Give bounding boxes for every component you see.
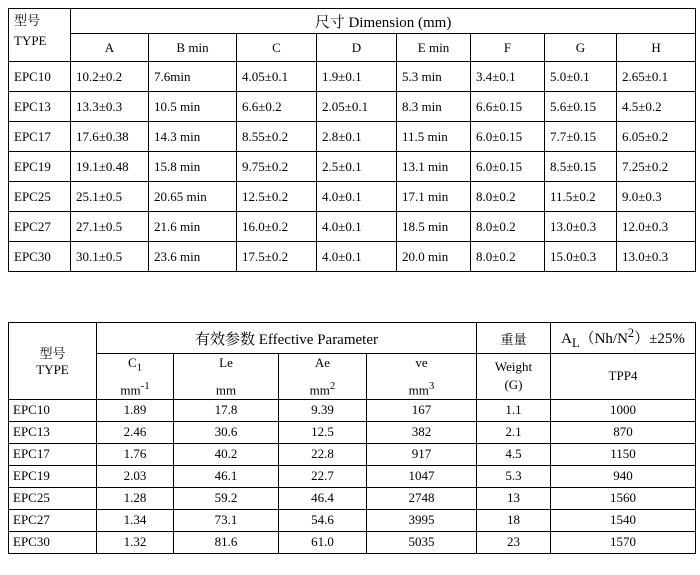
- dimension-column-header: A: [71, 34, 149, 62]
- param-unit: mm: [215, 381, 237, 397]
- dimension-value-cell: 2.05±0.1: [317, 92, 397, 122]
- dimension-value-cell: 5.3 min: [397, 62, 471, 92]
- param-name-sub: 1: [136, 361, 143, 374]
- weight-header-en: [477, 354, 551, 400]
- param-unit: mm: [120, 381, 141, 397]
- dimension-value-cell: 16.0±0.2: [237, 212, 317, 242]
- param-header: [174, 354, 279, 400]
- model-cell: EPC13: [9, 421, 97, 443]
- dimension-value-cell: 8.0±0.2: [471, 212, 545, 242]
- dimension-value-cell: 15.0±0.3: [545, 242, 617, 272]
- param-value-cell: 46.1: [174, 465, 279, 487]
- effective-model-label-cn: 型号: [39, 346, 66, 362]
- dimension-value-cell: 30.1±0.5: [71, 242, 149, 272]
- table-row: [9, 399, 696, 421]
- dimension-value-cell: 23.6 min: [149, 242, 237, 272]
- param-name: ve: [415, 355, 428, 370]
- dimension-value-cell: 7.7±0.15: [545, 122, 617, 152]
- param-value-cell: 1000: [551, 399, 696, 421]
- table-row: [9, 509, 696, 531]
- param-value-cell: 5.3: [477, 465, 551, 487]
- dimension-value-cell: 13.3±0.3: [71, 92, 149, 122]
- param-value-cell: 54.6: [279, 509, 367, 531]
- param-name: Le: [219, 355, 233, 370]
- param-unit-sup: -1: [140, 379, 150, 392]
- dimension-value-cell: 6.0±0.15: [471, 152, 545, 182]
- dimension-value-cell: 8.3 min: [397, 92, 471, 122]
- param-value-cell: 46.4: [279, 487, 367, 509]
- model-cell: EPC17: [9, 122, 71, 152]
- param-value-cell: 17.8: [174, 399, 279, 421]
- dimension-value-cell: 13.0±0.3: [545, 212, 617, 242]
- dimension-value-cell: 8.55±0.2: [237, 122, 317, 152]
- dimension-value-cell: 19.1±0.48: [71, 152, 149, 182]
- dimension-value-cell: 13.1 min: [397, 152, 471, 182]
- material-header: TPP4: [551, 354, 696, 400]
- dimension-column-header: F: [471, 34, 545, 62]
- param-value-cell: 2.03: [97, 465, 174, 487]
- param-value-cell: 1.34: [97, 509, 174, 531]
- param-value-cell: 1570: [551, 531, 696, 553]
- dimension-column-header: E min: [397, 34, 471, 62]
- dimension-value-cell: 4.5±0.2: [617, 92, 696, 122]
- table-row: [9, 242, 696, 272]
- dimension-value-cell: 8.0±0.2: [471, 182, 545, 212]
- model-cell: EPC25: [9, 182, 71, 212]
- param-value-cell: 940: [551, 465, 696, 487]
- model-cell: EPC30: [9, 531, 97, 553]
- model-cell: EPC10: [9, 62, 71, 92]
- model-cell: EPC30: [9, 242, 71, 272]
- dimension-value-cell: 18.5 min: [397, 212, 471, 242]
- weight-label: Weight: [494, 359, 533, 375]
- dimension-value-cell: 11.5 min: [397, 122, 471, 152]
- dimension-value-cell: 11.5±0.2: [545, 182, 617, 212]
- param-value-cell: 1.1: [477, 399, 551, 421]
- param-value-cell: 23: [477, 531, 551, 553]
- param-value-cell: 22.7: [279, 465, 367, 487]
- dimension-value-cell: 5.6±0.15: [545, 92, 617, 122]
- table-row: [9, 92, 696, 122]
- dimension-value-cell: 2.5±0.1: [317, 152, 397, 182]
- dimension-column-headers: [9, 34, 696, 62]
- table-row: [9, 212, 696, 242]
- effective-parameter-table: [8, 322, 696, 554]
- dimension-value-cell: 10.2±0.2: [71, 62, 149, 92]
- param-value-cell: 22.8: [279, 443, 367, 465]
- dimension-table: [8, 8, 696, 272]
- param-value-cell: 1.32: [97, 531, 174, 553]
- table-row: [9, 122, 696, 152]
- dimension-value-cell: 17.5±0.2: [237, 242, 317, 272]
- dimension-value-cell: 6.6±0.15: [471, 92, 545, 122]
- param-name: C: [127, 355, 137, 370]
- dimension-value-cell: 27.1±0.5: [71, 212, 149, 242]
- param-value-cell: 40.2: [174, 443, 279, 465]
- param-value-cell: 12.5: [279, 421, 367, 443]
- dimension-value-cell: 6.05±0.2: [617, 122, 696, 152]
- param-value-cell: 1.76: [97, 443, 174, 465]
- effective-param-headers: [9, 354, 696, 400]
- dimension-value-cell: 8.0±0.2: [471, 242, 545, 272]
- dimension-title: 尺寸 Dimension (mm): [71, 9, 696, 34]
- param-value-cell: 1.89: [97, 399, 174, 421]
- dimension-value-cell: 8.5±0.15: [545, 152, 617, 182]
- param-value-cell: 5035: [367, 531, 477, 553]
- param-value-cell: 1047: [367, 465, 477, 487]
- param-value-cell: 2748: [367, 487, 477, 509]
- dimension-value-cell: 1.9±0.1: [317, 62, 397, 92]
- model-cell: EPC27: [9, 509, 97, 531]
- table-row: [9, 421, 696, 443]
- table-row: [9, 465, 696, 487]
- dimension-value-cell: 5.0±0.1: [545, 62, 617, 92]
- dimension-value-cell: 4.05±0.1: [237, 62, 317, 92]
- dimension-value-cell: 12.5±0.2: [237, 182, 317, 212]
- dimension-column-header: G: [545, 34, 617, 62]
- effective-model-header: [9, 323, 97, 400]
- model-cell: EPC19: [9, 152, 71, 182]
- dimension-value-cell: 17.1 min: [397, 182, 471, 212]
- table-row: [9, 487, 696, 509]
- dimension-column-header: C: [237, 34, 317, 62]
- param-value-cell: 3995: [367, 509, 477, 531]
- param-value-cell: 81.6: [174, 531, 279, 553]
- param-value-cell: 13: [477, 487, 551, 509]
- dimension-model-label-en: TYPE: [14, 33, 47, 48]
- param-unit: mm: [309, 381, 330, 397]
- param-value-cell: 2.46: [97, 421, 174, 443]
- model-cell: EPC19: [9, 465, 97, 487]
- dimension-value-cell: 4.0±0.1: [317, 242, 397, 272]
- effective-model-label-en: TYPE: [36, 362, 69, 378]
- param-unit-sup: 2: [329, 379, 336, 392]
- param-value-cell: 382: [367, 421, 477, 443]
- table-row: [9, 443, 696, 465]
- dimension-value-cell: 2.8±0.1: [317, 122, 397, 152]
- table-row: [9, 182, 696, 212]
- model-cell: EPC27: [9, 212, 71, 242]
- dimension-column-header: B min: [149, 34, 237, 62]
- weight-header-cn: 重量: [477, 323, 551, 354]
- param-unit-sup: 3: [428, 379, 435, 392]
- dimension-value-cell: 10.5 min: [149, 92, 237, 122]
- dimension-column-header: H: [617, 34, 696, 62]
- dimension-value-cell: 6.0±0.15: [471, 122, 545, 152]
- dimension-value-cell: 14.3 min: [149, 122, 237, 152]
- param-value-cell: 167: [367, 399, 477, 421]
- dimension-value-cell: 3.4±0.1: [471, 62, 545, 92]
- param-value-cell: 30.6: [174, 421, 279, 443]
- dimension-value-cell: 4.0±0.1: [317, 182, 397, 212]
- weight-unit: (G): [504, 377, 523, 393]
- dimension-value-cell: 25.1±0.5: [71, 182, 149, 212]
- param-unit: mm: [408, 381, 429, 397]
- param-value-cell: 61.0: [279, 531, 367, 553]
- dimension-column-header: D: [317, 34, 397, 62]
- param-header: [279, 354, 367, 400]
- param-value-cell: 1150: [551, 443, 696, 465]
- model-cell: EPC25: [9, 487, 97, 509]
- param-value-cell: 2.1: [477, 421, 551, 443]
- param-value-cell: 18: [477, 509, 551, 531]
- param-header: [367, 354, 477, 400]
- param-value-cell: 1.28: [97, 487, 174, 509]
- dimension-value-cell: 7.6min: [149, 62, 237, 92]
- param-value-cell: 73.1: [174, 509, 279, 531]
- effective-title: 有效参数 Effective Parameter: [97, 323, 477, 354]
- dimension-model-header: [9, 9, 71, 62]
- model-cell: EPC10: [9, 399, 97, 421]
- dimension-value-cell: 17.6±0.38: [71, 122, 149, 152]
- dimension-value-cell: 21.6 min: [149, 212, 237, 242]
- dimension-value-cell: 20.0 min: [397, 242, 471, 272]
- dimension-value-cell: 9.0±0.3: [617, 182, 696, 212]
- model-cell: EPC13: [9, 92, 71, 122]
- dimension-value-cell: 20.65 min: [149, 182, 237, 212]
- table-row: [9, 62, 696, 92]
- al-header: $A_L(Nh/N^2)\pm 25\%$: [551, 323, 696, 354]
- dimension-model-label-cn: 型号: [14, 13, 41, 28]
- dimension-value-cell: 13.0±0.3: [617, 242, 696, 272]
- param-value-cell: 1540: [551, 509, 696, 531]
- param-name: Ae: [314, 355, 331, 370]
- dimension-value-cell: 12.0±0.3: [617, 212, 696, 242]
- dimension-value-cell: 6.6±0.2: [237, 92, 317, 122]
- model-cell: EPC17: [9, 443, 97, 465]
- dimension-value-cell: 7.25±0.2: [617, 152, 696, 182]
- dimension-value-cell: 4.0±0.1: [317, 212, 397, 242]
- param-value-cell: 1560: [551, 487, 696, 509]
- param-value-cell: 917: [367, 443, 477, 465]
- param-value-cell: 4.5: [477, 443, 551, 465]
- param-value-cell: 9.39: [279, 399, 367, 421]
- dimension-value-cell: 15.8 min: [149, 152, 237, 182]
- dimension-value-cell: 9.75±0.2: [237, 152, 317, 182]
- param-value-cell: 59.2: [174, 487, 279, 509]
- dimension-value-cell: 2.65±0.1: [617, 62, 696, 92]
- param-header: [97, 354, 174, 400]
- table-row: [9, 531, 696, 553]
- table-row: [9, 152, 696, 182]
- param-value-cell: 870: [551, 421, 696, 443]
